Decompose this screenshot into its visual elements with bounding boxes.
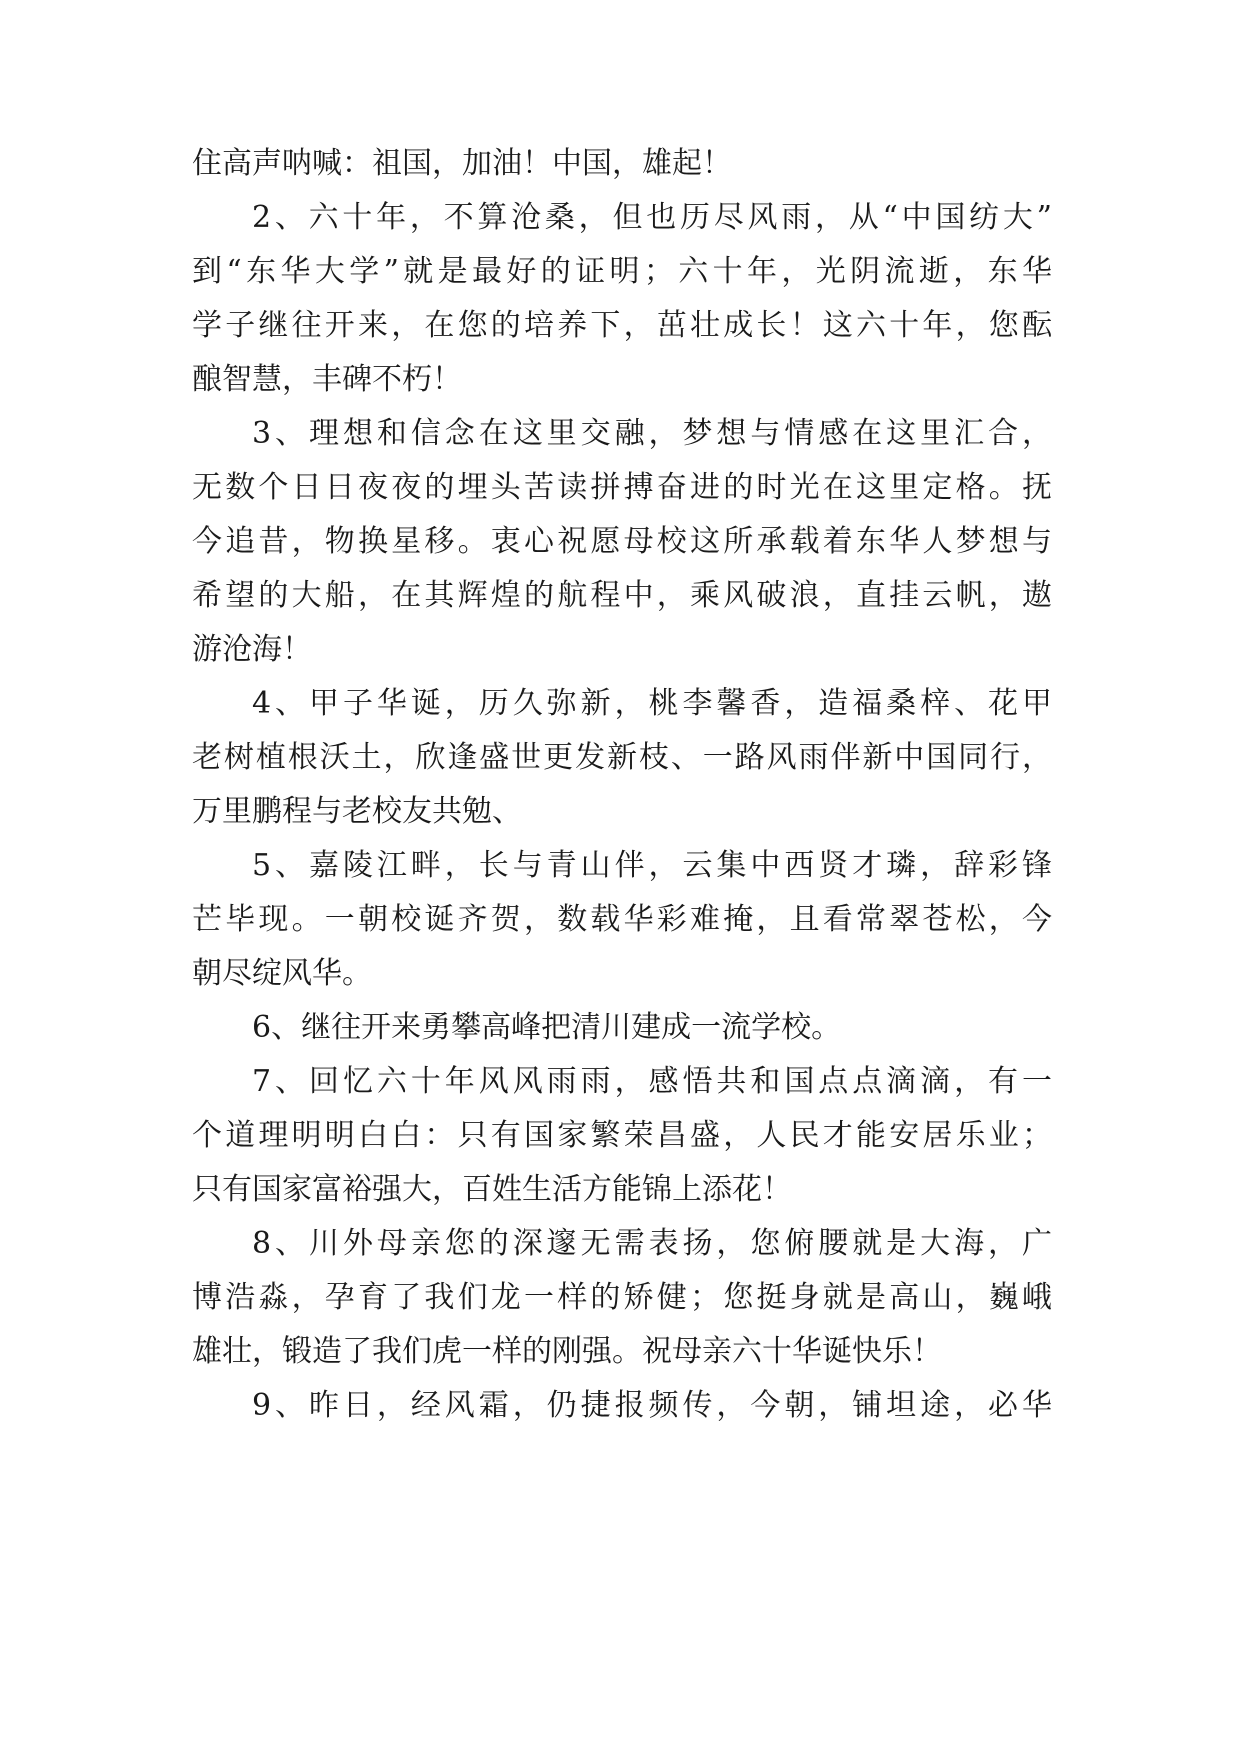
text-line: 无数个日日夜夜的埋头苦读拼搏奋进的时光在这里定格。抚	[192, 470, 1052, 505]
text-line: 个道理明明白白：只有国家繁荣昌盛，人民才能安居乐业；	[192, 1118, 1052, 1153]
text-line: 今追昔，物换星移。衷心祝愿母校这所承载着东华人梦想与	[192, 524, 1052, 559]
text-line: 7、回忆六十年风风雨雨，感悟共和国点点滴滴，有一	[252, 1064, 1052, 1099]
text-line: 2、六十年，不算沧桑，但也历尽风雨，从“中国纺大”	[252, 200, 1052, 235]
text-line: 6、继往开来勇攀高峰把清川建成一流学校。	[252, 1010, 842, 1045]
text-line: 万里鹏程与老校友共勉、	[192, 794, 522, 829]
text-line: 住高声呐喊：祖国，加油！中国，雄起！	[192, 146, 732, 181]
text-line: 3、理想和信念在这里交融，梦想与情感在这里汇合，	[252, 416, 1052, 451]
text-line: 雄壮，锻造了我们虎一样的刚强。祝母亲六十华诞快乐！	[192, 1334, 942, 1369]
text-line: 学子继往开来，在您的培养下，茁壮成长！这六十年，您酝	[192, 308, 1052, 343]
text-line: 5、嘉陵江畔，长与青山伴，云集中西贤才璘，辞彩锋	[252, 848, 1052, 883]
text-line: 朝尽绽风华。	[192, 956, 372, 991]
text-line: 芒毕现。一朝校诞齐贺，数载华彩难掩，且看常翠苍松，今	[192, 902, 1052, 937]
text-line: 希望的大船，在其辉煌的航程中，乘风破浪，直挂云帆，遨	[192, 578, 1052, 613]
text-line: 老树植根沃土，欣逢盛世更发新枝、一路风雨伴新中国同行，	[192, 740, 1052, 775]
text-line: 游沧海！	[192, 632, 312, 667]
text-line: 9、昨日，经风霜，仍捷报频传，今朝，铺坦途，必华	[252, 1388, 1052, 1423]
text-line: 8、川外母亲您的深邃无需表扬，您俯腰就是大海，广	[252, 1226, 1052, 1261]
text-line: 博浩淼，孕育了我们龙一样的矫健；您挺身就是高山，巍峨	[192, 1280, 1052, 1315]
text-line: 到“东华大学”就是最好的证明；六十年，光阴流逝，东华	[192, 254, 1052, 289]
text-line: 酿智慧，丰碑不朽！	[192, 362, 462, 397]
text-line: 只有国家富裕强大，百姓生活方能锦上添花！	[192, 1172, 792, 1207]
text-line: 4、甲子华诞，历久弥新，桃李馨香，造福桑梓、花甲	[252, 686, 1052, 721]
